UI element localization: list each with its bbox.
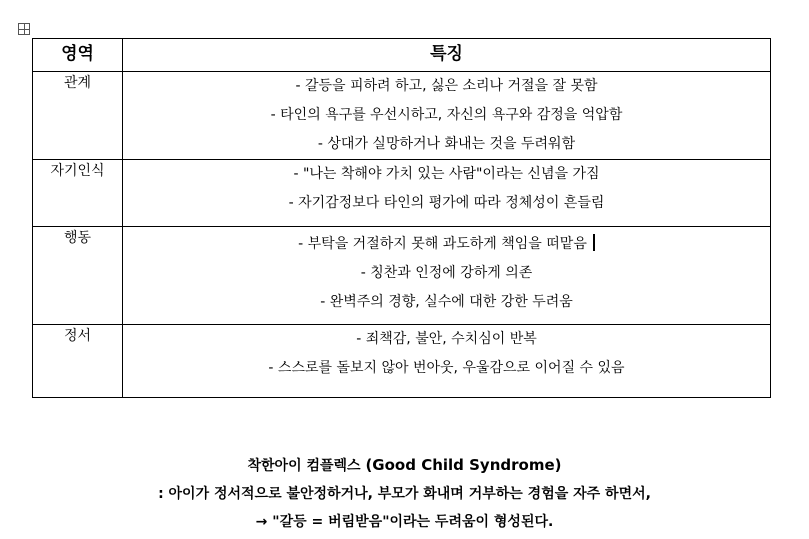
feature-item: - 죄책감, 불안, 수치심이 반복 <box>356 331 537 347</box>
text-cursor <box>593 234 595 251</box>
area-cell: 정서 <box>33 325 123 398</box>
table-row-self-perception <box>33 160 771 227</box>
feature-item: - 갈등을 피하려 하고, 싫은 소리나 거절을 잘 못함 <box>295 78 598 94</box>
features-cell <box>123 160 771 227</box>
feature-item: - 타인의 욕구를 우선시하고, 자신의 욕구와 감정을 억압함 <box>270 107 623 123</box>
feature-item[interactable] <box>123 230 770 259</box>
area-cell: 자기인식 <box>33 160 123 227</box>
characteristics-table <box>32 38 771 398</box>
feature-item-text: - 부탁을 거절하지 못해 과도하게 책임을 떠맡음 <box>298 236 587 252</box>
feature-item: - 칭찬과 인정에 강하게 의존 <box>360 265 533 281</box>
header-features: 특징 <box>123 39 771 72</box>
header-area: 영역 <box>33 39 123 72</box>
features-cell <box>123 227 771 325</box>
table-header-row <box>33 39 771 72</box>
feature-item: - "나는 착해야 가치 있는 사람"이라는 신념을 가짐 <box>293 166 600 182</box>
caption-title <box>0 455 809 475</box>
feature-item: - 완벽주의 경향, 실수에 대한 강한 두려움 <box>320 294 573 310</box>
feature-item: - 스스로를 돌보지 않아 번아웃, 우울감으로 이어질 수 있음 <box>268 360 625 376</box>
area-cell: 행동 <box>33 227 123 325</box>
table-row-behavior <box>33 227 771 325</box>
table-row-relationship <box>33 72 771 160</box>
table-row-emotion <box>33 325 771 398</box>
feature-item: - 상대가 실망하거나 화내는 것을 두려워함 <box>317 136 576 152</box>
caption-line-2: → "갈등 = 버림받음"이라는 두려움이 형성된다. <box>255 514 554 530</box>
table-anchor-icon[interactable] <box>18 23 30 35</box>
feature-item: - 자기감정보다 타인의 평가에 따라 정체성이 흔들림 <box>288 195 605 211</box>
caption-title-ko: 착한아이 컴플렉스 <box>247 458 361 474</box>
features-cell <box>123 72 771 160</box>
caption-title-en: (Good Child Syndrome) <box>365 456 562 474</box>
area-cell: 관계 <box>33 72 123 160</box>
features-cell <box>123 325 771 398</box>
caption-line-1: : 아이가 정서적으로 불안정하거나, 부모가 화내며 거부하는 경험을 자주 하면서, <box>158 486 651 502</box>
